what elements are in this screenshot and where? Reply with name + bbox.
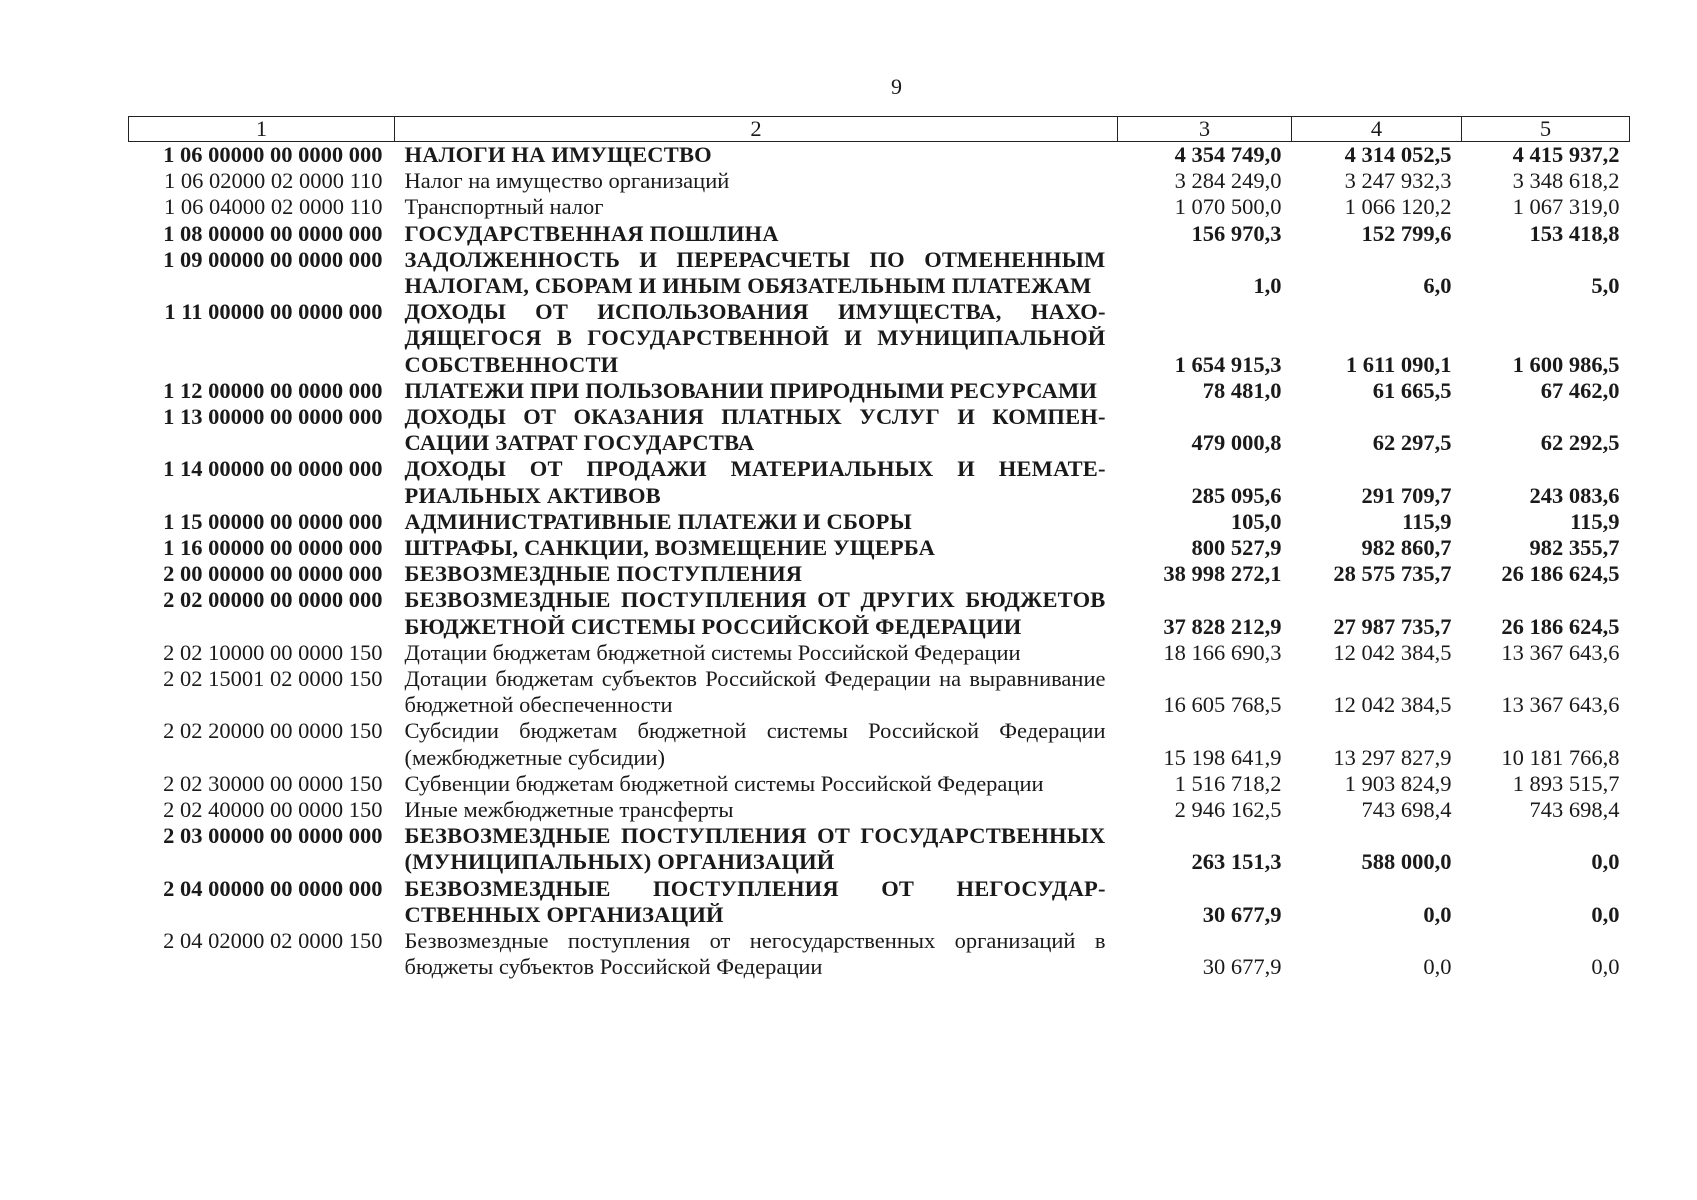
value-col-3-cell: 156 970,3	[1191, 220, 1282, 246]
budget-code-cell: 1 06 02000 02 0000 110	[163, 168, 383, 194]
budget-code-cell: 2 02 30000 00 0000 150	[163, 770, 383, 796]
value-col-3-cell: 1 654 915,3	[1174, 351, 1282, 377]
value-col-5-cell: 26 186 624,5	[1501, 561, 1620, 587]
table-row	[129, 221, 1630, 247]
budget-code-cell: 2 02 10000 00 0000 150	[163, 639, 383, 665]
budget-code-cell: 1 09 00000 00 0000 000	[163, 246, 383, 272]
budget-code-cell: 1 15 00000 00 0000 000	[163, 508, 383, 534]
item-name-cell: Безвозмездные поступления от негосударственных организаций в бюджеты субъектов Российской Федерации	[404, 928, 1106, 980]
table-row	[129, 587, 1630, 639]
budget-code-cell: 2 02 20000 00 0000 150	[163, 718, 383, 744]
value-col-5-cell: 13 367 643,6	[1501, 639, 1620, 665]
value-col-3-cell: 38 998 272,1	[1163, 561, 1282, 587]
value-col-3-cell: 1 070 500,0	[1174, 194, 1282, 220]
value-col-3-cell: 3 284 249,0	[1174, 168, 1282, 194]
table-row	[129, 718, 1630, 770]
value-col-5-cell: 4 415 937,2	[1512, 142, 1620, 167]
item-name-cell: Субсидии бюджетам бюджетной системы Российской Федерации (межбюджетные субсидии)	[404, 718, 1106, 770]
value-col-5-cell: 153 418,8	[1529, 220, 1620, 246]
table-row	[129, 535, 1630, 561]
value-col-5-cell: 1 893 515,7	[1512, 770, 1620, 796]
value-col-4-cell: 3 247 932,3	[1344, 168, 1452, 194]
table-row	[129, 299, 1630, 378]
item-name-cell: ДОХОДЫ ОТ ОКАЗАНИЯ ПЛАТНЫХ УСЛУГ И КОМПЕНСАЦИИ ЗАТРАТ ГОСУДАРСТВА	[404, 404, 1106, 456]
value-col-5-cell: 115,9	[1570, 508, 1620, 534]
item-name-cell: Налог на имущество организаций	[404, 168, 730, 194]
value-col-3-cell: 105,0	[1230, 508, 1282, 534]
value-col-3-cell: 2 946 162,5	[1174, 797, 1282, 823]
budget-code-cell: 1 08 00000 00 0000 000	[163, 220, 383, 246]
table-row	[129, 194, 1630, 220]
value-col-4-cell: 13 297 827,9	[1333, 744, 1452, 770]
value-col-4-cell: 291 709,7	[1361, 482, 1452, 508]
table-row	[129, 666, 1630, 718]
item-name-cell: БЕЗВОЗМЕЗДНЫЕ ПОСТУПЛЕНИЯ ОТ ГОСУДАРСТВЕННЫХ (МУНИЦИПАЛЬНЫХ) ОРГАНИЗАЦИЙ	[404, 823, 1106, 875]
budget-code-cell: 1 16 00000 00 0000 000	[163, 535, 383, 561]
table-row	[129, 797, 1630, 823]
value-col-5-cell: 26 186 624,5	[1501, 613, 1620, 639]
value-col-4-cell: 1 066 120,2	[1344, 194, 1452, 220]
table-header	[129, 117, 1630, 142]
budget-code-cell: 1 13 00000 00 0000 000	[163, 404, 383, 430]
value-col-5-cell: 0,0	[1591, 901, 1620, 927]
value-col-4-cell: 982 860,7	[1361, 535, 1452, 561]
value-col-3-cell: 800 527,9	[1191, 535, 1282, 561]
value-col-4-cell: 0,0	[1423, 954, 1452, 980]
item-name-cell: ПЛАТЕЖИ ПРИ ПОЛЬЗОВАНИИ ПРИРОДНЫМИ РЕСУРСАМИ	[404, 377, 1098, 403]
value-col-5-cell: 982 355,7	[1529, 535, 1620, 561]
item-name-cell: ДОХОДЫ ОТ ПРОДАЖИ МАТЕРИАЛЬНЫХ И НЕМАТЕРИАЛЬНЫХ АКТИВОВ	[404, 456, 1106, 508]
table-row	[129, 876, 1630, 928]
table-row	[129, 928, 1630, 980]
value-col-3-cell: 30 677,9	[1202, 954, 1282, 980]
value-col-4-cell: 0,0	[1423, 901, 1452, 927]
table-row	[129, 823, 1630, 875]
value-col-4-cell: 12 042 384,5	[1333, 639, 1452, 665]
value-col-5-cell: 1 600 986,5	[1512, 351, 1620, 377]
budget-code-cell: 2 04 02000 02 0000 150	[163, 928, 383, 954]
page-number: 9	[891, 74, 902, 99]
value-col-4-cell: 4 314 052,5	[1344, 142, 1452, 167]
header-col-2: 2	[395, 117, 1118, 142]
budget-code-cell: 1 06 04000 02 0000 110	[163, 194, 383, 220]
budget-code-cell: 2 02 40000 00 0000 150	[163, 797, 383, 823]
item-name-cell: Субвенции бюджетам бюджетной системы Российской Федерации	[404, 770, 1044, 796]
header-col-4: 4	[1292, 117, 1462, 142]
value-col-3-cell: 1,0	[1253, 273, 1282, 299]
value-col-4-cell: 743 698,4	[1361, 797, 1452, 823]
item-name-cell: Дотации бюджетам бюджетной системы Российской Федерации	[404, 639, 1021, 665]
item-name-cell: Дотации бюджетам субъектов Российской Федерации на выравнивание бюджетной обеспеченности	[404, 666, 1106, 718]
value-col-3-cell: 4 354 749,0	[1174, 142, 1282, 167]
value-col-3-cell: 78 481,0	[1202, 377, 1282, 403]
value-col-5-cell: 0,0	[1591, 849, 1620, 875]
item-name-cell: БЕЗВОЗМЕЗДНЫЕ ПОСТУПЛЕНИЯ ОТ ДРУГИХ БЮДЖЕТОВ БЮДЖЕТНОЙ СИСТЕМЫ РОССИЙСКОЙ ФЕДЕРАЦИИ	[404, 587, 1106, 639]
item-name-cell: Иные межбюджетные трансферты	[404, 797, 734, 823]
budget-code-cell: 2 02 15001 02 0000 150	[163, 666, 383, 692]
table-row	[129, 561, 1630, 587]
value-col-4-cell: 115,9	[1402, 508, 1452, 534]
item-name-cell: БЕЗВОЗМЕЗДНЫЕ ПОСТУПЛЕНИЯ ОТ НЕГОСУДАРСТВЕННЫХ ОРГАНИЗАЦИЙ	[404, 875, 1106, 927]
item-name-cell: Транспортный налог	[404, 194, 604, 220]
value-col-3-cell: 18 166 690,3	[1163, 639, 1282, 665]
value-col-5-cell: 3 348 618,2	[1512, 168, 1620, 194]
item-name-cell: НАЛОГИ НА ИМУЩЕСТВО	[404, 142, 712, 167]
value-col-5-cell: 743 698,4	[1529, 797, 1620, 823]
value-col-3-cell: 37 828 212,9	[1163, 613, 1282, 639]
value-col-5-cell: 5,0	[1591, 273, 1620, 299]
value-col-4-cell: 12 042 384,5	[1333, 692, 1452, 718]
item-name-cell: ШТРАФЫ, САНКЦИИ, ВОЗМЕЩЕНИЕ УЩЕРБА	[404, 535, 936, 561]
budget-code-cell: 1 11 00000 00 0000 000	[164, 299, 383, 325]
item-name-cell: ЗАДОЛЖЕННОСТЬ И ПЕРЕРАСЧЕТЫ ПО ОТМЕНЕННЫМ НАЛОГАМ, СБОРАМ И ИНЫМ ОБЯЗАТЕЛЬНЫМ ПЛАТЕЖАМ	[404, 246, 1106, 299]
value-col-5-cell: 13 367 643,6	[1501, 692, 1620, 718]
header-row	[129, 117, 1630, 142]
value-col-4-cell: 27 987 735,7	[1333, 613, 1452, 639]
value-col-4-cell: 28 575 735,7	[1333, 561, 1452, 587]
value-col-5-cell: 67 462,0	[1540, 377, 1620, 403]
table-body	[129, 142, 1630, 981]
budget-code-cell: 2 04 00000 00 0000 000	[163, 875, 383, 901]
table-row	[129, 142, 1630, 169]
table-row	[129, 378, 1630, 404]
value-col-4-cell: 1 611 090,1	[1345, 351, 1452, 377]
value-col-3-cell: 285 095,6	[1191, 482, 1282, 508]
value-col-5-cell: 243 083,6	[1529, 482, 1620, 508]
table-row	[129, 640, 1630, 666]
value-col-4-cell: 61 665,5	[1372, 377, 1452, 403]
table-row	[129, 168, 1630, 194]
value-col-5-cell: 0,0	[1591, 954, 1620, 980]
budget-code-cell: 2 00 00000 00 0000 000	[163, 561, 383, 587]
value-col-3-cell: 16 605 768,5	[1163, 692, 1282, 718]
value-col-4-cell: 6,0	[1423, 273, 1452, 299]
budget-code-cell: 2 02 00000 00 0000 000	[163, 587, 383, 613]
header-col-3: 3	[1118, 117, 1292, 142]
budget-code-cell: 1 12 00000 00 0000 000	[163, 377, 383, 403]
value-col-5-cell: 1 067 319,0	[1512, 194, 1620, 220]
budget-revenue-table	[128, 116, 1630, 981]
value-col-3-cell: 1 516 718,2	[1174, 770, 1282, 796]
table-row	[129, 771, 1630, 797]
value-col-3-cell: 30 677,9	[1202, 901, 1282, 927]
value-col-4-cell: 152 799,6	[1361, 220, 1452, 246]
value-col-3-cell: 479 000,8	[1191, 430, 1282, 456]
value-col-3-cell: 263 151,3	[1191, 849, 1282, 875]
value-col-3-cell: 15 198 641,9	[1163, 744, 1282, 770]
budget-code-cell: 2 03 00000 00 0000 000	[163, 823, 383, 849]
header-col-1: 1	[129, 117, 395, 142]
table-row	[129, 456, 1630, 508]
value-col-5-cell: 10 181 766,8	[1501, 744, 1620, 770]
header-col-5: 5	[1462, 117, 1630, 142]
item-name-cell: АДМИНИСТРАТИВНЫЕ ПЛАТЕЖИ И СБОРЫ	[404, 508, 912, 534]
budget-code-cell: 1 14 00000 00 0000 000	[163, 456, 383, 482]
value-col-5-cell: 62 292,5	[1540, 430, 1620, 456]
item-name-cell: ГОСУДАРСТВЕННАЯ ПОШЛИНА	[404, 220, 779, 246]
budget-code-cell: 1 06 00000 00 0000 000	[163, 142, 383, 167]
table-row	[129, 509, 1630, 535]
value-col-4-cell: 588 000,0	[1361, 849, 1452, 875]
table-row	[129, 247, 1630, 299]
item-name-cell: ДОХОДЫ ОТ ИСПОЛЬЗОВАНИЯ ИМУЩЕСТВА, НАХОДЯЩЕГОСЯ В ГОСУДАРСТВЕННОЙ И МУНИЦИПАЛЬНОЙ СОБСТВЕННОСТИ	[404, 299, 1106, 377]
table-row	[129, 404, 1630, 456]
value-col-4-cell: 1 903 824,9	[1344, 770, 1452, 796]
value-col-4-cell: 62 297,5	[1372, 430, 1452, 456]
item-name-cell: БЕЗВОЗМЕЗДНЫЕ ПОСТУПЛЕНИЯ	[404, 561, 803, 587]
